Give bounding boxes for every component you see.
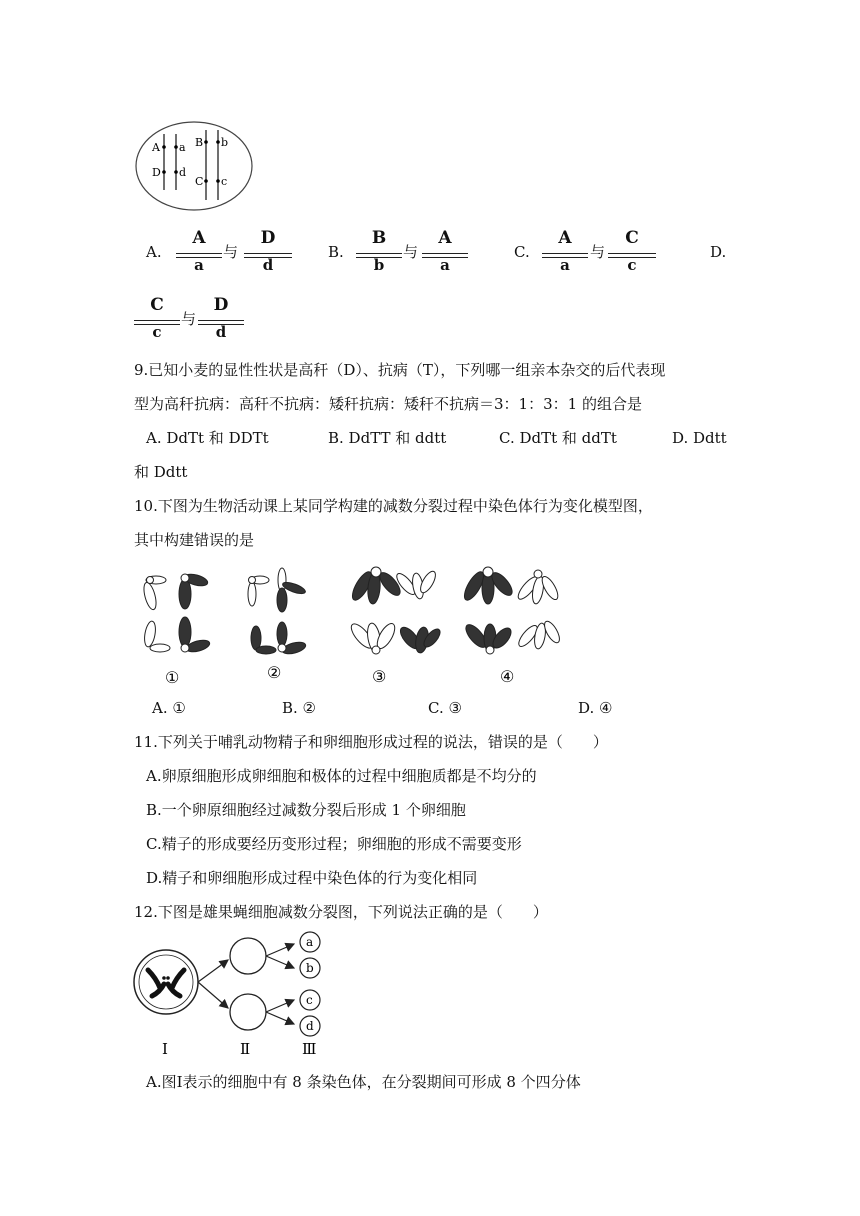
model-3 <box>348 567 443 654</box>
and-text: 与 <box>403 243 419 261</box>
cell-label: b <box>306 961 314 975</box>
fraction-top: A <box>558 228 572 248</box>
fraction-bottom: a <box>194 256 204 274</box>
gene-label: d <box>179 166 187 179</box>
fraction <box>244 228 292 276</box>
model-label: ③ <box>372 667 387 686</box>
fraction-bottom: c <box>152 323 162 341</box>
fraction <box>198 295 244 343</box>
fraction-top: A <box>192 228 206 248</box>
fraction-bottom: d <box>262 256 274 274</box>
model-label: ① <box>165 668 180 687</box>
gene-label: B <box>195 136 204 149</box>
meiosis-division-diagram <box>130 930 340 1058</box>
fraction-bottom: c <box>627 256 637 274</box>
cell-label: a <box>306 935 314 949</box>
cell-label: c <box>306 993 313 1007</box>
fraction-top: C <box>150 295 164 315</box>
model-label: ② <box>267 663 282 682</box>
fraction-top: D <box>260 228 276 248</box>
fraction <box>176 228 222 276</box>
and-text: 与 <box>223 243 239 261</box>
q11-option-d[interactable]: D.精子和卵细胞形成过程中染色体的行为变化相同 <box>146 869 478 887</box>
fraction-bottom: b <box>373 256 385 274</box>
q9-option-b[interactable]: B. DdTT 和 ddtt <box>328 429 447 447</box>
fraction <box>356 228 402 276</box>
and-text: 与 <box>181 310 197 328</box>
fraction <box>134 295 180 343</box>
fraction <box>422 228 468 276</box>
question-11-stem: 11.下列关于哺乳动物精子和卵细胞形成过程的说法，错误的是（ ） <box>134 733 608 751</box>
model-label: ④ <box>500 667 515 686</box>
cell-label: d <box>306 1019 314 1033</box>
question-9-stem: 9.已知小麦的显性性状是高秆（D）、抗病（T），下列哪一组亲本杂交的后代表现 <box>134 361 666 379</box>
gene-label: a <box>179 141 186 154</box>
question-10-stem: 10.下图为生物活动课上某同学构建的减数分裂过程中染色体行为变化模型图， <box>134 497 653 515</box>
q9-option-c[interactable]: C. DdTt 和 ddTt <box>499 429 617 447</box>
question-9-stem-cont: 型为高秆抗病：高秆不抗病：矮秆抗病：矮秆不抗病＝3：1：3：1 的组合是 <box>134 395 642 413</box>
cell-chromosome-diagram <box>134 120 256 212</box>
gene-label: C <box>195 175 204 188</box>
option-c-letter[interactable]: C. <box>514 243 530 261</box>
fraction-bottom: a <box>440 256 450 274</box>
fraction <box>608 228 656 276</box>
q12-option-a[interactable]: A.图Ⅰ表示的细胞中有 8 条染色体，在分裂期间可形成 8 个四分体 <box>146 1073 581 1091</box>
q10-option-d[interactable]: D. ④ <box>578 699 613 717</box>
fraction-bottom: a <box>560 256 570 274</box>
q10-option-a[interactable]: A. ① <box>152 699 186 717</box>
fraction-bottom: d <box>215 323 227 341</box>
q11-option-b[interactable]: B.一个卵原细胞经过减数分裂后形成 1 个卵细胞 <box>146 801 466 819</box>
gene-label: D <box>152 166 161 179</box>
fraction-top: B <box>371 228 387 248</box>
model-2 <box>248 568 307 656</box>
fraction-top: D <box>213 295 229 315</box>
question-12-stem: 12.下图是雄果蝇细胞减数分裂图，下列说法正确的是（ ） <box>134 903 548 921</box>
fraction <box>542 228 588 276</box>
and-text: 与 <box>590 243 606 261</box>
gene-label: c <box>221 175 228 188</box>
stage-label: Ⅲ <box>302 1040 317 1058</box>
q11-option-c[interactable]: C.精子的形成要经历变形过程；卵细胞的形成不需要变形 <box>146 835 522 853</box>
option-b-letter[interactable]: B. <box>328 243 344 261</box>
chromosome-model-figure <box>130 560 590 688</box>
q10-option-b[interactable]: B. ② <box>282 699 317 717</box>
q9-option-a[interactable]: A. DdTt 和 DDTt <box>146 429 269 447</box>
option-a-letter[interactable]: A. <box>146 243 162 261</box>
option-d-letter[interactable]: D. <box>710 243 727 261</box>
gene-label: A <box>152 141 160 154</box>
q11-option-a[interactable]: A.卵原细胞形成卵细胞和极体的过程中细胞质都是不均分的 <box>146 767 537 785</box>
fraction-top: A <box>438 228 452 248</box>
gene-label: b <box>221 136 229 149</box>
stage-label: Ⅰ <box>162 1040 168 1058</box>
q9-option-d-cont: 和 Ddtt <box>134 463 188 481</box>
q9-option-d[interactable]: D. Ddtt <box>672 429 727 447</box>
fraction-top: C <box>625 228 639 248</box>
q10-option-c[interactable]: C. ③ <box>428 699 462 717</box>
stage-label: Ⅱ <box>240 1040 251 1058</box>
model-1 <box>142 572 211 654</box>
model-4 <box>461 567 563 654</box>
question-10-stem-cont: 其中构建错误的是 <box>134 531 255 549</box>
